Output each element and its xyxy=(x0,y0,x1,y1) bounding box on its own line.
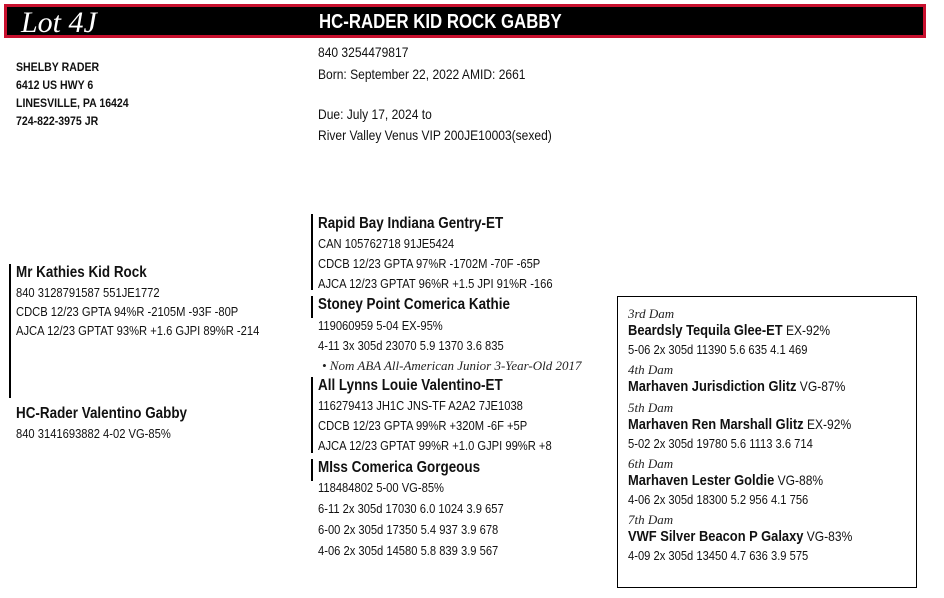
dd-record-1: 6-11 2x 305d 17030 6.0 1024 3.9 657 xyxy=(318,501,504,516)
dam-3-label: 3rd Dam xyxy=(628,306,675,321)
dam-6-score: VG-88% xyxy=(774,472,824,488)
sire-sire-block xyxy=(318,215,591,296)
animal-due: Due: July 17, 2024 to xyxy=(318,106,432,122)
dam-3-record: 5-06 2x 305d 11390 5.6 635 4.1 469 xyxy=(628,342,808,357)
ss-name: Rapid Bay Indiana Gentry-ET xyxy=(318,215,504,232)
dam-6-record: 4-06 2x 305d 18300 5.2 956 4.1 756 xyxy=(628,492,809,507)
ss-id: CAN 105762718 91JE5424 xyxy=(318,236,455,251)
dam-5-name: Marhaven Ren Marshall Glitz xyxy=(628,416,804,433)
dam-3-line xyxy=(628,322,873,342)
animal-title: HC-RADER KID ROCK GABBY xyxy=(319,11,562,33)
sire-cdcb: CDCB 12/23 GPTA 94%R -2105M -93F -80P xyxy=(16,304,239,319)
sd-bracket xyxy=(311,296,313,318)
sire-name: Mr Kathies Kid Rock xyxy=(16,264,147,281)
sire-block xyxy=(16,264,299,342)
dam-6-name: Marhaven Lester Goldie xyxy=(628,472,775,489)
consignor-block xyxy=(16,60,144,132)
dam-5-line xyxy=(628,416,873,436)
ds-bracket xyxy=(311,377,313,453)
ss-bracket xyxy=(311,214,313,290)
consignor-name: SHELBY RADER xyxy=(16,60,100,74)
ss-cdcb: CDCB 12/23 GPTA 97%R -1702M -70F -65P xyxy=(318,256,541,271)
dd-record-2: 6-00 2x 305d 17350 5.4 937 3.9 678 xyxy=(318,522,499,537)
dd-name: MIss Comerica Gorgeous xyxy=(318,459,481,476)
dam-6-line xyxy=(628,472,873,492)
dd-bracket xyxy=(311,459,313,481)
consignor-address2: LINESVILLE, PA 16424 xyxy=(16,96,129,110)
dam-4-name: Marhaven Jurisdiction Glitz xyxy=(628,378,797,395)
sd-record: 4-11 3x 305d 23070 5.9 1370 3.6 835 xyxy=(318,338,504,353)
ds-name: All Lynns Louie Valentino-ET xyxy=(318,377,503,394)
sire-id: 840 3128791587 551JE1772 xyxy=(16,285,160,300)
dam-3-name: Beardsly Tequila Glee-ET xyxy=(628,322,783,339)
dam-5-score: EX-92% xyxy=(803,416,852,432)
dam-4-score: VG-87% xyxy=(796,378,846,394)
dam-block xyxy=(16,405,220,445)
dam-4-label: 4th Dam xyxy=(628,362,674,377)
consignor-address1: 6412 US HWY 6 xyxy=(16,78,94,92)
lot-number: Lot 4J xyxy=(21,6,97,39)
dam-5-record: 5-02 2x 305d 19780 5.6 1113 3.6 714 xyxy=(628,436,813,451)
dam-3-score: EX-92% xyxy=(782,322,831,338)
dam-7-record: 4-09 2x 305d 13450 4.7 636 3.9 575 xyxy=(628,548,809,563)
dam-7-label: 7th Dam xyxy=(628,512,674,527)
sire-bracket xyxy=(9,264,11,398)
ds-cdcb: CDCB 12/23 GPTA 99%R +320M -6F +5P xyxy=(318,418,528,433)
dam-5-label: 5th Dam xyxy=(628,400,674,415)
sd-id: 119060959 5-04 EX-95% xyxy=(318,318,443,333)
dam-dam-block xyxy=(318,459,534,564)
sd-note: • Nom ABA All-American Junior 3-Year-Old 2017 xyxy=(322,358,582,373)
animal-born: Born: September 22, 2022 AMID: 2661 xyxy=(318,66,526,82)
sire-dam-block xyxy=(318,296,581,378)
ds-ajca: AJCA 12/23 GPTAT 99%R +1.0 GJPI 99%R +8 xyxy=(318,438,552,453)
dam-name: HC-Rader Valentino Gabby xyxy=(16,405,188,422)
dam-id: 840 3141693882 4-02 VG-85% xyxy=(16,426,171,441)
sire-ajca: AJCA 12/23 GPTAT 93%R +1.6 GJPI 89%R -214 xyxy=(16,323,260,338)
sd-name: Stoney Point Comerica Kathie xyxy=(318,296,510,313)
lot-header-bar xyxy=(4,4,926,38)
dam-7-score: VG-83% xyxy=(803,528,853,544)
animal-info xyxy=(318,44,590,148)
dd-record-3: 4-06 2x 305d 14580 5.8 839 3.9 567 xyxy=(318,543,499,558)
dam-4-line xyxy=(628,378,873,400)
dam-sire-block xyxy=(318,377,590,458)
dam-6-label: 6th Dam xyxy=(628,456,674,471)
dam-7-name: VWF Silver Beacon P Galaxy xyxy=(628,528,804,545)
extended-dams-box xyxy=(617,296,917,588)
dam-7-line xyxy=(628,528,873,548)
animal-reg: 840 3254479817 xyxy=(318,44,409,60)
ds-id: 116279413 JH1C JNS-TF A2A2 7JE1038 xyxy=(318,398,523,413)
consignor-phone: 724-822-3975 JR xyxy=(16,114,99,128)
animal-service-sire: River Valley Venus VIP 200JE10003(sexed) xyxy=(318,127,552,143)
dd-id: 118484802 5-00 VG-85% xyxy=(318,480,444,495)
ss-ajca: AJCA 12/23 GPTAT 96%R +1.5 JPI 91%R -166 xyxy=(318,276,553,291)
